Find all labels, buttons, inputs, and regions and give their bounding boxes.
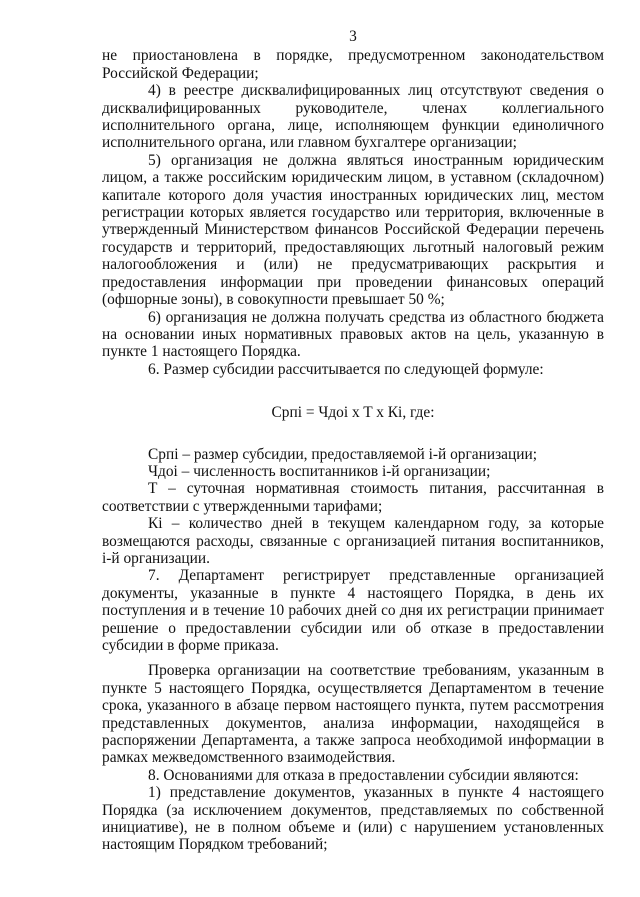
subsidy-formula: Српі = Чдоі x T x Кі, где: [271,404,435,422]
definition-t: T – суточная нормативная стоимость питания, рассчитанная в соответствии с утвержденными тарифами; [102,480,604,515]
definition-srp: Српі – размер субсидии, предоставляемой і-й организации; [148,445,537,463]
paragraph-section-7: 7. Департамент регистрирует представленные организацией документы, указанные в пункте 4 настоящего Порядка, в день их поступления и в течение 10 рабочих дней со дня их регистрации принимает решение о предоставлении субсидии или об отказе в предоставлении субсидии в форме приказа. [102,567,604,654]
paragraph-section-6: 6. Размер субсидии рассчитывается по следующей формуле: [148,360,544,378]
paragraph-item-5: 5) организация не должна являться иностранным юридическим лицом, а также российским юридическим лицом, в уставном (складочном) капитале которого доля участия иностранных юридических лиц, местом регистрации которых является государство или территория, включенные в утвержденный Министерством финансов Российской Федерации перечень государств и территорий, предоставляющих льготный налоговый режим налогообложения и (или) не предусматривающих раскрытия и предоставления информации при проведении финансовых операций (офшорные зоны), в совокупности превышает 50 %; [102,151,604,309]
definition-k: Кі – количество дней в текущем календарном году, за которые возмещаются расходы, связанные с организацией питания воспитанников, і-й организации. [102,515,604,567]
paragraph-continuation: не приостановлена в порядке, предусмотренном законодательством Российской Федерации; [102,47,604,82]
paragraph-section-8: 8. Основаниями для отказа в предоставлении субсидии являются: [148,766,579,784]
paragraph-item-6: 6) организация не должна получать средства из областного бюджета на основании иных нормативных правовых актов на цель, указанную в пункте 1 настоящего Порядка. [102,308,604,361]
paragraph-verification: Проверка организации на соответствие требованиям, указанным в пункте 5 настоящего Порядка, осуществляется Департаментом в течение срока, указанного в абзаце первом настоящего пункта, путем рассмотрения представленных документов, анализа информации, находящейся в распоряжении Департамента, а также запроса необходимой информации в рамках межведомственного взаимодействия. [102,662,604,767]
paragraph-refusal-item-1: 1) представление документов, указанных в пункте 4 настоящего Порядка (за исключением документов, представляемых по собственной инициативе), не в полном объеме и (или) с нарушением установленных настоящим Порядком требований; [102,784,604,854]
paragraph-item-4: 4) в реестре дисквалифицированных лиц отсутствуют сведения о дисквалифицированных руководителе, членах коллегиального исполнительного органа, лице, исполняющем функции единоличного исполнительного органа, или главном бухгалтере организации; [102,82,604,152]
definition-chdo: Чдоі – численность воспитанников і-й организации; [148,462,491,480]
page-number: 3 [349,28,357,45]
